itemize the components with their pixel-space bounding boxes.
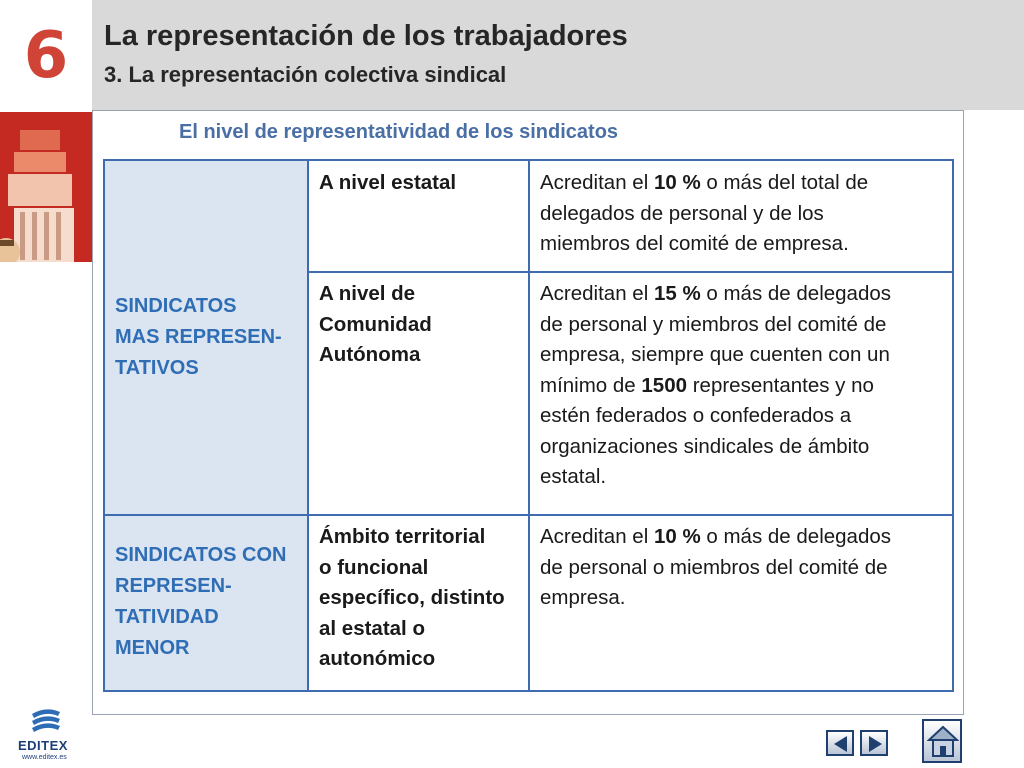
logo-url: www.editex.es — [22, 754, 67, 761]
desc-text: o más de delegados — [700, 282, 892, 305]
category-line: MAS REPRESEN- — [115, 326, 282, 348]
level-cell-specific-scope — [307, 514, 528, 690]
category-line: SINDICATOS CON — [115, 544, 287, 566]
desc-text: Acreditan el — [540, 282, 654, 305]
level-cell-state — [307, 161, 528, 271]
chapter-number: 6 — [23, 19, 69, 93]
description-cell-autonomous-community — [528, 271, 952, 514]
level-line: o funcional — [319, 555, 429, 579]
desc-text: o más del total de — [700, 171, 869, 194]
representativity-table — [103, 159, 954, 692]
level-line: autonómico — [319, 647, 436, 670]
description-cell-state — [528, 161, 952, 271]
category-line: TATIVOS — [115, 357, 199, 379]
desc-text: Acreditan el — [540, 171, 654, 194]
header — [92, 0, 1024, 110]
desc-line: estén federados o confederados a — [540, 404, 852, 427]
desc-text: Acreditan el — [540, 525, 654, 548]
editex-logo-icon — [26, 706, 66, 736]
desc-line: empresa. — [540, 586, 626, 609]
section-heading: El nivel de representatividad de los sindicatos — [179, 121, 619, 143]
desc-text: mínimo de — [540, 373, 642, 397]
desc-line: organizaciones sindicales de ámbito — [540, 434, 870, 458]
chapter-tab — [0, 0, 92, 112]
level-line: específico, distinto — [319, 586, 505, 609]
decorative-building-image — [0, 112, 92, 262]
minimum-value: 1500 — [641, 373, 688, 397]
triangle-right-icon — [865, 734, 885, 754]
next-slide-button[interactable] — [860, 730, 888, 756]
description-cell-specific-scope — [528, 514, 952, 690]
home-button[interactable] — [922, 719, 962, 763]
category-line: REPRESEN- — [115, 575, 232, 597]
category-line: TATIVIDAD — [115, 606, 219, 628]
previous-slide-button[interactable] — [826, 730, 854, 756]
desc-line: de personal o miembros del comité de — [540, 555, 888, 579]
level-line: Ámbito territorial — [319, 525, 486, 548]
desc-line: de personal y miembros del comité de — [540, 312, 887, 336]
desc-text: o más de delegados — [700, 525, 892, 548]
desc-text: representantes y no — [687, 373, 874, 397]
level-cell-autonomous-community — [307, 271, 528, 514]
triangle-left-icon — [831, 734, 851, 754]
home-icon — [927, 724, 959, 760]
desc-line: delegados de personal y de los — [540, 201, 824, 225]
page-title: La representación de los trabajadores — [104, 20, 628, 52]
percent-value: 10 % — [653, 171, 701, 194]
percent-value: 10 % — [653, 525, 701, 548]
category-line: MENOR — [115, 637, 190, 659]
desc-line: empresa, siempre que cuenten con un — [540, 343, 890, 366]
category-cell-lesser-representative — [105, 514, 307, 690]
desc-line: estatal. — [540, 465, 607, 488]
page-subtitle: 3. La representación colectiva sindical — [104, 62, 507, 87]
category-line: SINDICATOS — [115, 295, 237, 317]
level-label: A nivel estatal — [319, 171, 457, 194]
editex-logo — [14, 706, 74, 764]
logo-text: EDITEX — [18, 738, 68, 753]
desc-line: miembros del comité de empresa. — [540, 232, 849, 255]
level-line: Autónoma — [319, 343, 421, 366]
percent-value: 15 % — [653, 282, 701, 305]
level-line: Comunidad — [319, 312, 432, 336]
level-line: A nivel de — [319, 282, 416, 305]
category-cell-most-representative — [105, 161, 307, 514]
level-line: al estatal o — [319, 616, 425, 640]
